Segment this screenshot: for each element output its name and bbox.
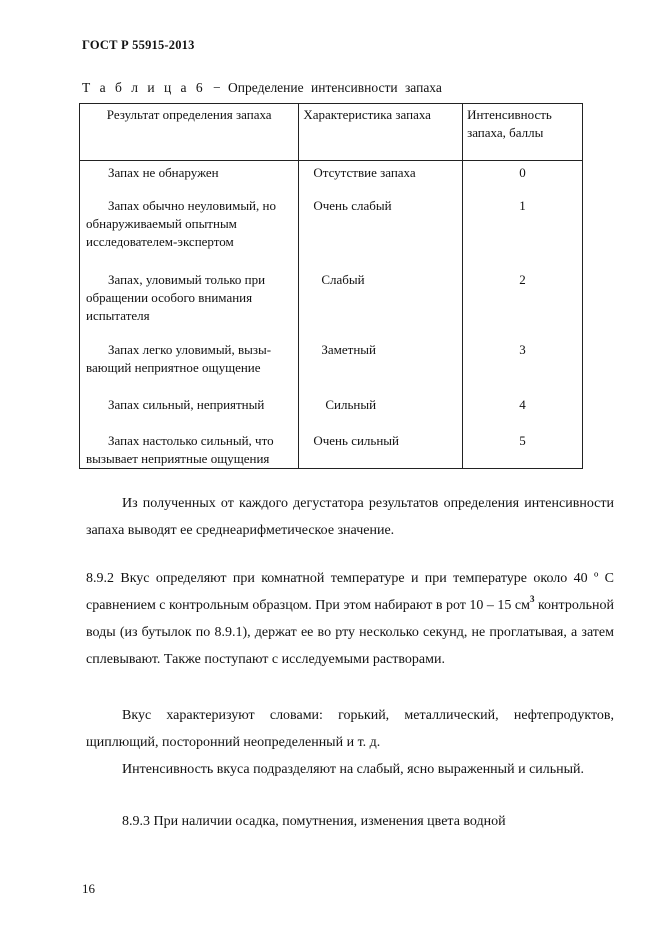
cell-result: Запах настолько сильный, что вызывает неприятные ощущения (80, 432, 299, 469)
cell-intensity: 5 (463, 432, 583, 469)
cell-intensity: 0 (463, 161, 583, 198)
cell-intensity: 3 (463, 341, 583, 396)
paragraph-text: Из полученных от каждого дегустатора результатов определения интенсивности запаха выводят ее среднеарифметическое значение. (86, 496, 614, 538)
table-caption-label: Т а б л и ц а 6 (82, 80, 206, 95)
table-header-row (80, 104, 583, 161)
column-header-result: Результат определения запаха (80, 104, 299, 161)
paragraph-8-9-3 (86, 808, 614, 835)
odor-intensity-table (79, 103, 583, 469)
cell-intensity: 1 (463, 197, 583, 271)
paragraph-text: Интенсивность вкуса подразделяют на слабый, ясно выраженный и сильный. (122, 762, 585, 777)
document-header: ГОСТ Р 55915-2013 (82, 38, 195, 52)
cell-characteristic: Сильный (299, 396, 463, 432)
paragraph-text: Вкус характеризуют словами: горький, металлический, нефтепродуктов, щиплющий, посторонний неопределенный и т. д. (86, 708, 614, 750)
paragraph-intensity-average (86, 490, 614, 544)
table-row (80, 197, 583, 271)
table-caption (82, 80, 442, 96)
column-header-intensity: Интенсивность запаха, баллы (463, 104, 583, 161)
table-row (80, 432, 583, 469)
cell-result: Запах обычно неуловимый, но обнаруживаемый опытным исследователем-экспертом (80, 197, 299, 271)
table-row (80, 396, 583, 432)
table-caption-text: Определение интенсивности запаха (228, 80, 442, 95)
paragraph-taste-words (86, 702, 614, 756)
table-caption-dash: − (213, 80, 221, 95)
cell-characteristic: Заметный (299, 341, 463, 396)
cell-characteristic: Очень сильный (299, 432, 463, 469)
paragraph-taste-intensity (86, 756, 614, 783)
cell-result: Запах, уловимый только при обращении особого внимания испытателя (80, 271, 299, 341)
cell-characteristic: Отсутствие запаха (299, 161, 463, 198)
cell-result: Запах сильный, неприятный (80, 396, 299, 432)
cell-result: Запах не обнаружен (80, 161, 299, 198)
page-number: 16 (82, 881, 95, 896)
column-header-characteristic: Характеристика запаха (299, 104, 463, 161)
paragraph-text: контрольной воды (из бутылок по 8.9.1), держат ее во рту несколько секунд, не проглатывая, а затем сплевывают. Также поступают с исследуемыми растворами. (86, 598, 615, 667)
cell-intensity: 4 (463, 396, 583, 432)
paragraph-text: 8.9.2 Вкус определяют при комнатной температуре и при температуре около 40 º С сравнением с контрольным образцом. При этом набирают в рот 10 – 15 см (86, 571, 614, 613)
cell-intensity: 2 (463, 271, 583, 341)
table-row (80, 341, 583, 396)
table-row (80, 161, 583, 198)
paragraph-8-9-2 (86, 565, 614, 673)
table-row (80, 271, 583, 341)
cell-result: Запах легко уловимый, вызы-вающий неприятное ощущение (80, 341, 299, 396)
cell-characteristic: Очень слабый (299, 197, 463, 271)
cell-characteristic: Слабый (299, 271, 463, 341)
superscript: 3 (529, 594, 535, 604)
paragraph-text: 8.9.3 При наличии осадка, помутнения, изменения цвета водной (122, 814, 506, 829)
